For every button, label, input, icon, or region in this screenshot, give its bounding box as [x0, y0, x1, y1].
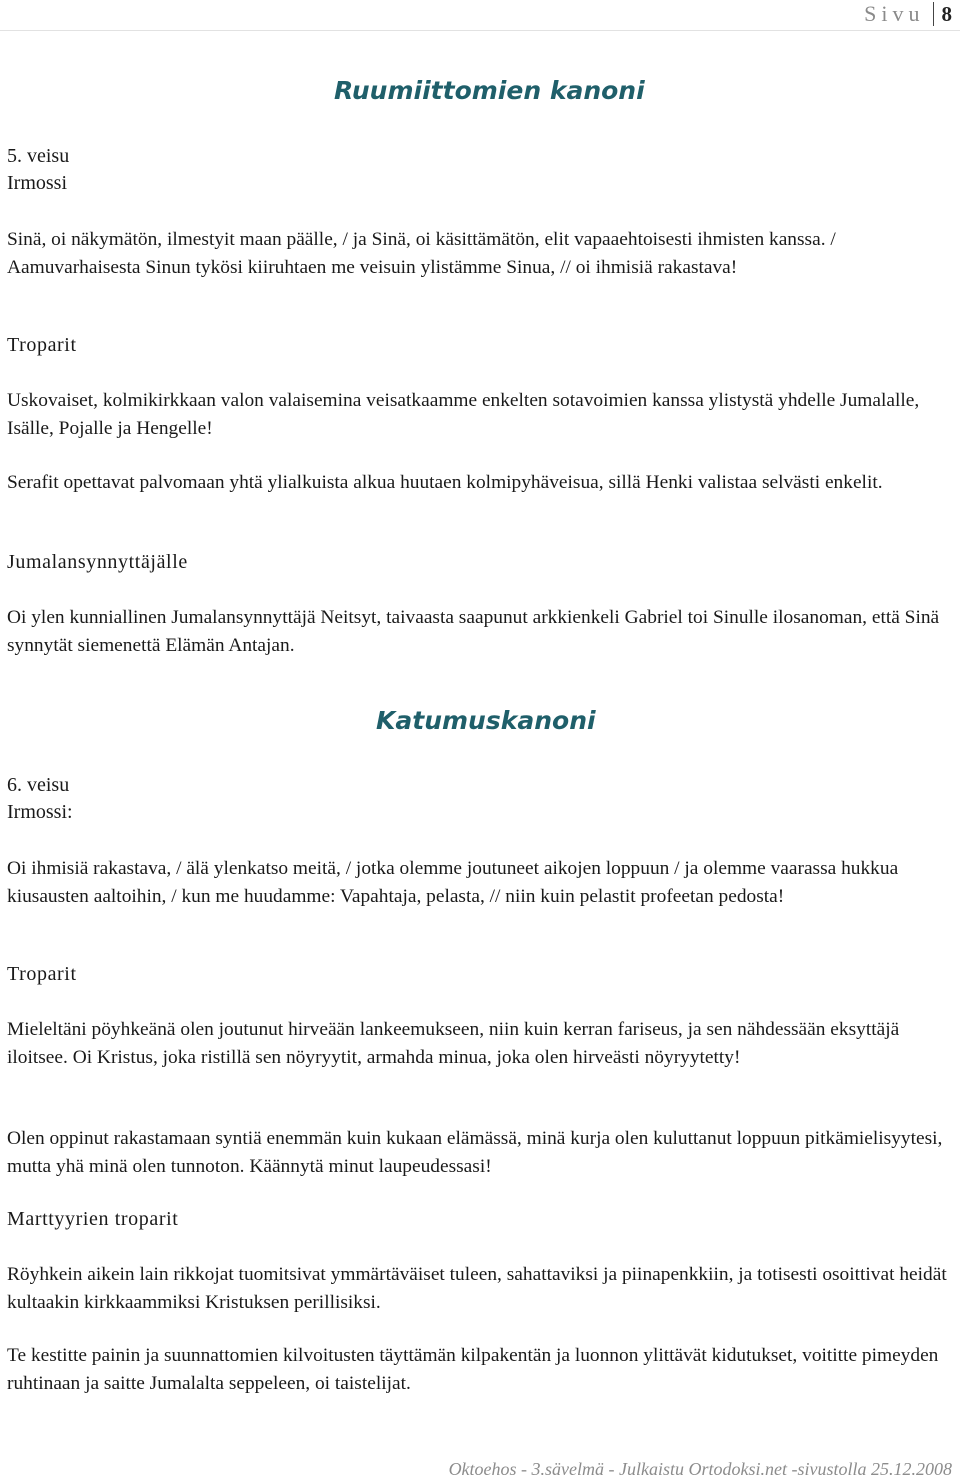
irmos-text-2: Oi ihmisiä rakastava, / älä ylenkatso meitä, / jotka olemme joutuneet aikojen loppuun / ja olemme vaarassa hukkua kiusausten aaltoihin, / kun me huudamme: Vapahtaja, pelasta, // niin kuin pelastit profeetan pedosta!: [7, 858, 899, 907]
martyrs-troparion-2: Te kestitte painin ja suunnattomien kilvoitusten täyttämän kilpakentän ja luonnon ylittävät kidutukset, voititte pimeyden ruhtinaan ja saitte Jumalalta seppeleen, oi taistelijat.: [7, 1345, 939, 1394]
page-label: Sivu: [864, 1, 925, 26]
header-divider: [933, 2, 934, 26]
section-title-ruumiittomien: Ruumiittomien kanoni: [334, 76, 645, 105]
troparia-label-1: Troparit: [7, 334, 77, 356]
troparia-label-2: Troparit: [7, 963, 77, 985]
ode-heading-6: 6. veisu: [7, 774, 70, 796]
irmos-text-1: Sinä, oi näkymätön, ilmestyit maan päälle, / ja Sinä, oi käsittämätön, elit vapaaehtoisesti ihmisten kanssa. / Aamuvarhaisesta Sinun tykösi kiiruhtaen me veisuin ylistämme Sinua, // oi ihmisiä rakastava!: [7, 229, 836, 278]
irmos-label-2: Irmossi:: [7, 801, 73, 823]
troparion-2-1: Mieleltäni pöyhkeänä olen joutunut hirveään lankeemukseen, niin kuin kerran fariseus, ja sen nähdessään eksyttäjä iloitsee. Oi Kristus, joka ristillä sen nöyryytit, armahda minua, joka olen hirveästi nöyryytetty!: [7, 1019, 900, 1068]
section-title-katumuskanoni: Katumuskanoni: [376, 706, 596, 735]
page-header: [864, 0, 952, 28]
martyrs-troparion-1: Röyhkein aikein lain rikkojat tuomitsivat ymmärtäväiset tuleen, sahattaviksi ja piinapenkkiin, ja totisesti osoittivat heidät kultaakin kirkkaammiksi Kristuksen perillisiksi.: [7, 1264, 947, 1313]
irmos-label-1: Irmossi: [7, 172, 67, 194]
theotokion-text: Oi ylen kunniallinen Jumalansynnyttäjä Neitsyt, taivaasta saapunut arkkienkeli Gabriel toi Sinulle ilosanoman, että Sinä synnytät siemenettä Elämän Antajan.: [7, 607, 940, 656]
page-number: 8: [941, 1, 952, 26]
theotokion-label: Jumalansynnyttäjälle: [7, 551, 188, 573]
troparion-1-2: Serafit opettavat palvomaan yhtä ylialkuista alkua huutaen kolmipyhäveisua, sillä Henki valistaa selvästi enkelit.: [7, 472, 883, 493]
ode-heading-5: 5. veisu: [7, 145, 70, 167]
martyrs-label: Marttyyrien troparit: [7, 1208, 179, 1230]
header-rule: [0, 30, 960, 31]
troparion-1-1: Uskovaiset, kolmikirkkaan valon valaisemina veisatkaamme enkelten sotavoimien kanssa ylistystä yhdelle Jumalalle, Isälle, Pojalle ja Hengelle!: [7, 390, 920, 439]
troparion-2-2: Olen oppinut rakastamaan syntiä enemmän kuin kukaan elämässä, minä kurja olen kuluttanut loppuun pitkämielisyytesi, mutta yhä minä olen tunnoton. Käännytä minut laupeudessasi!: [7, 1128, 943, 1177]
footer-text: Oktoehos - 3.sävelmä - Julkaistu Ortodoksi.net -sivustolla 25.12.2008: [448, 1459, 952, 1479]
